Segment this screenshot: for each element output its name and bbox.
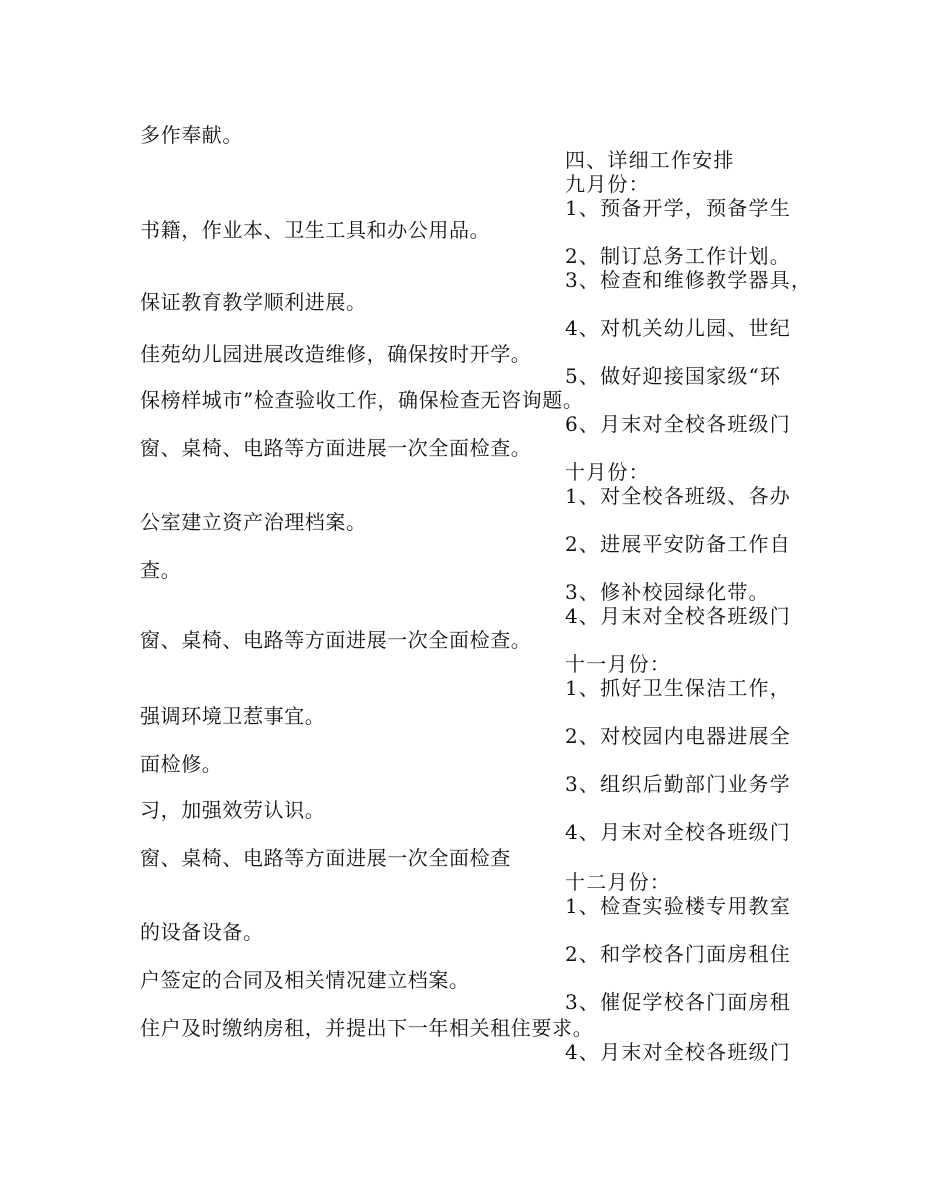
left-line-11: 面检修。 bbox=[140, 752, 223, 776]
right-line-7: 5、做好迎接国家级“环 bbox=[565, 364, 782, 388]
left-line-3: 保证教育教学顺利进展。 bbox=[140, 290, 367, 314]
right-line-2: 九月份： bbox=[565, 172, 650, 196]
left-line-14: 的设备设备。 bbox=[140, 920, 264, 944]
right-line-6: 4、对机关幼儿园、世纪 bbox=[565, 316, 791, 340]
right-line-14: 十一月份： bbox=[565, 652, 671, 676]
right-line-12: 3、修补校园绿化带。 bbox=[565, 580, 770, 604]
left-line-4: 佳苑幼儿园进展改造维修，确保按时开学。 bbox=[140, 342, 532, 366]
left-line-5: 保榜样城市”检查验收工作，确保检查无咨询题。 bbox=[140, 388, 584, 412]
left-line-12: 习，加强效劳认识。 bbox=[140, 798, 326, 822]
right-line-1: 四、详细工作安排 bbox=[565, 148, 735, 172]
right-line-18: 4、月末对全校各班级门 bbox=[565, 820, 791, 844]
right-line-17: 3、组织后勤部门业务学 bbox=[565, 772, 791, 796]
right-line-4: 2、制订总务工作计划。 bbox=[565, 244, 791, 268]
left-line-8: 查。 bbox=[140, 558, 182, 582]
left-line-6: 窗、桌椅、电路等方面进展一次全面检查。 bbox=[140, 436, 532, 460]
right-line-11: 2、进展平安防备工作自 bbox=[565, 532, 791, 556]
right-line-22: 3、催促学校各门面房租 bbox=[565, 990, 791, 1014]
left-line-9: 窗、桌椅、电路等方面进展一次全面检查。 bbox=[140, 628, 532, 652]
right-line-3: 1、预备开学，预备学生 bbox=[565, 196, 791, 220]
right-line-21: 2、和学校各门面房租住 bbox=[565, 942, 791, 966]
left-line-2: 书籍，作业本、卫生工具和办公用品。 bbox=[140, 218, 491, 242]
right-line-8: 6、月末对全校各班级门 bbox=[565, 412, 791, 436]
right-line-16: 2、对校园内电器进展全 bbox=[565, 724, 791, 748]
right-line-9: 十月份： bbox=[565, 460, 650, 484]
right-line-19: 十二月份： bbox=[565, 870, 671, 894]
left-line-16: 住户及时缴纳房租，并提出下一年相关租住要求。 bbox=[140, 1016, 594, 1040]
left-line-1: 多作奉献。 bbox=[140, 123, 243, 147]
left-line-15: 户签定的合同及相关情况建立档案。 bbox=[140, 968, 470, 992]
right-line-23: 4、月末对全校各班级门 bbox=[565, 1040, 791, 1064]
left-line-7: 公室建立资产治理档案。 bbox=[140, 510, 367, 534]
right-line-15: 1、抓好卫生保洁工作， bbox=[565, 676, 791, 700]
left-line-10: 强调环境卫惹事宜。 bbox=[140, 704, 326, 728]
right-line-5: 3、检查和维修教学器具， bbox=[565, 268, 813, 292]
right-line-13: 4、月末对全校各班级门 bbox=[565, 604, 791, 628]
right-line-20: 1、检查实验楼专用教室 bbox=[565, 894, 791, 918]
right-line-10: 1、对全校各班级、各办 bbox=[565, 484, 791, 508]
left-line-13: 窗、桌椅、电路等方面进展一次全面检查 bbox=[140, 846, 511, 870]
